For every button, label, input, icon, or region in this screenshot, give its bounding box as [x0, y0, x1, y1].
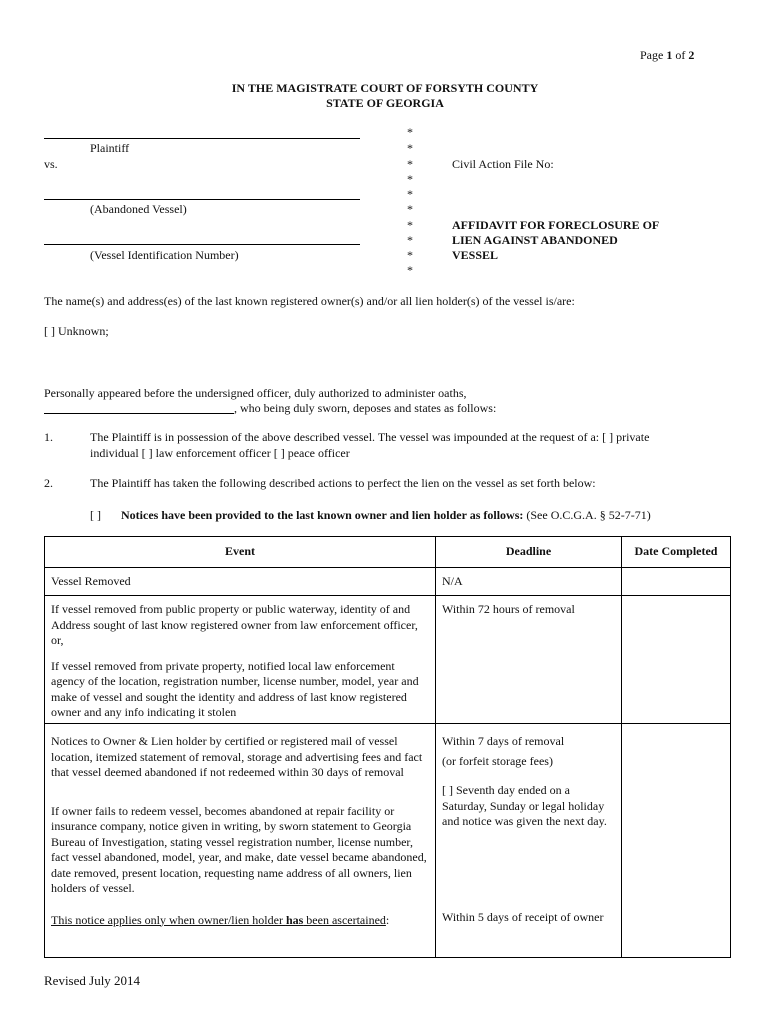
date-completed-cell[interactable] [622, 596, 731, 724]
vs-label: vs. [44, 157, 58, 171]
notice-deadline-table [44, 536, 731, 958]
affidavit-title-line1: AFFIDAVIT FOR FORECLOSURE OF [452, 218, 660, 232]
notices-checkbox[interactable]: [ ] [90, 508, 101, 522]
notices-heading-bold: Notices have been provided to the last known owner and lien holder as follows: [121, 508, 524, 522]
table-row [45, 596, 731, 724]
caption-asterisk: * [407, 125, 413, 139]
item-2-number: 2. [44, 476, 53, 490]
item-1-number: 1. [44, 430, 53, 444]
table-row [45, 568, 731, 596]
caption-asterisk: * [407, 248, 413, 262]
deadline-seventh-day-checkbox[interactable]: [ ] Seventh day ended on a Saturday, Sunday or legal holiday and notice was given the next day. [442, 783, 607, 828]
item-2-text: The Plaintiff has taken the following described actions to perfect the lien on the vessel as set forth below: [90, 476, 596, 490]
caption-asterisk: * [407, 172, 413, 186]
vin-label: (Vessel Identification Number) [90, 248, 239, 262]
appeared-text: Personally appeared before the undersigned officer, duly authorized to administer oaths, [44, 386, 467, 400]
date-completed-cell[interactable] [622, 568, 731, 596]
header-date-completed: Date Completed [622, 537, 731, 568]
sworn-text: , who being duly sworn, deposes and states as follows: [234, 401, 497, 415]
event-cell: Vessel Removed [45, 568, 436, 596]
table-header-row [45, 537, 731, 568]
event-text-notices: Notices to Owner & Lien holder by certified or registered mail of vessel location, itemized statement of removal, storage and advertising fees and fact that vessel deemed abandoned if not redeemed within 30 days of removal [51, 734, 423, 779]
item-1-line1: The Plaintiff is in possession of the above described vessel. The vessel was impounded at the request of a: [ ] private [90, 430, 650, 444]
plaintiff-line[interactable] [44, 138, 360, 139]
caption-asterisk: * [407, 263, 413, 277]
event-text-ascertained: This notice applies only when owner/lien holder has been ascertained: [51, 912, 390, 927]
deadline-7-days: Within 7 days of removal [442, 734, 565, 748]
affidavit-title-line2: LIEN AGAINST ABANDONED [452, 233, 618, 247]
plaintiff-label: Plaintiff [90, 141, 130, 155]
vessel-label: (Abandoned Vessel) [90, 202, 187, 216]
deadline-5-days: Within 5 days of receipt of owner [442, 909, 604, 924]
deadline-cell [436, 724, 622, 958]
deadline-cell: Within 72 hours of removal [436, 596, 622, 724]
event-text-public: If vessel removed from public property or public waterway, identity of and Address sought of last know registered owner from law enforcement officer, or, [51, 602, 418, 647]
event-cell [45, 724, 436, 958]
event-cell [45, 596, 436, 724]
caption-asterisk: * [407, 141, 413, 155]
header-deadline: Deadline [436, 537, 622, 568]
court-state: STATE OF GEORGIA [326, 96, 444, 110]
ascertained-text: This notice applies only when owner/lien holder has been ascertained [51, 912, 386, 927]
page-number: Page 1 of 2 [640, 48, 695, 62]
vin-line[interactable] [44, 244, 360, 245]
date-completed-cell[interactable] [622, 724, 731, 958]
civil-action-label: Civil Action File No: [452, 157, 554, 171]
item-1-line2: individual [ ] law enforcement officer [ ] peace officer [90, 446, 350, 460]
table-row [45, 724, 731, 958]
caption-asterisk: * [407, 233, 413, 247]
affidavit-title-line3: VESSEL [452, 248, 499, 262]
caption-asterisk: * [407, 157, 413, 171]
event-text-private: If vessel removed from private property, notified local law enforcement agency of the location, registration number, license number, model, year and make of vessel and sought the identity and address of last know registered owner and any info indicating it stolen [51, 658, 419, 719]
unknown-checkbox[interactable]: [ ] Unknown; [44, 324, 109, 338]
deadline-forfeit: (or forfeit storage fees) [442, 753, 553, 768]
affiant-name-line[interactable] [44, 413, 234, 414]
court-name: IN THE MAGISTRATE COURT OF FORSYTH COUNTY [231, 81, 539, 95]
deadline-cell: N/A [436, 568, 622, 596]
notices-heading [121, 508, 651, 523]
vessel-line[interactable] [44, 199, 360, 200]
owners-statement: The name(s) and address(es) of the last known registered owner(s) and/or all lien holder(s) of the vessel is/are: [44, 294, 575, 308]
event-text-gbi: If owner fails to redeem vessel, becomes abandoned at repair facility or insurance company, notice given in writing, by sworn statement to Georgia Bureau of Investigation, stating vessel registration number, license number, fact vessel abandoned, model, year, and make, date vessel became abandoned, date removed, present location, requesting name address of all owners, lien holders of vessel. [51, 803, 427, 895]
caption-asterisk: * [407, 187, 413, 201]
caption-asterisk: * [407, 218, 413, 232]
revision-date: Revised July 2014 [44, 973, 141, 988]
statute-reference: (See O.C.G.A. § 52-7-71) [523, 508, 651, 522]
header-event: Event [45, 537, 436, 568]
caption-asterisk: * [407, 202, 413, 216]
